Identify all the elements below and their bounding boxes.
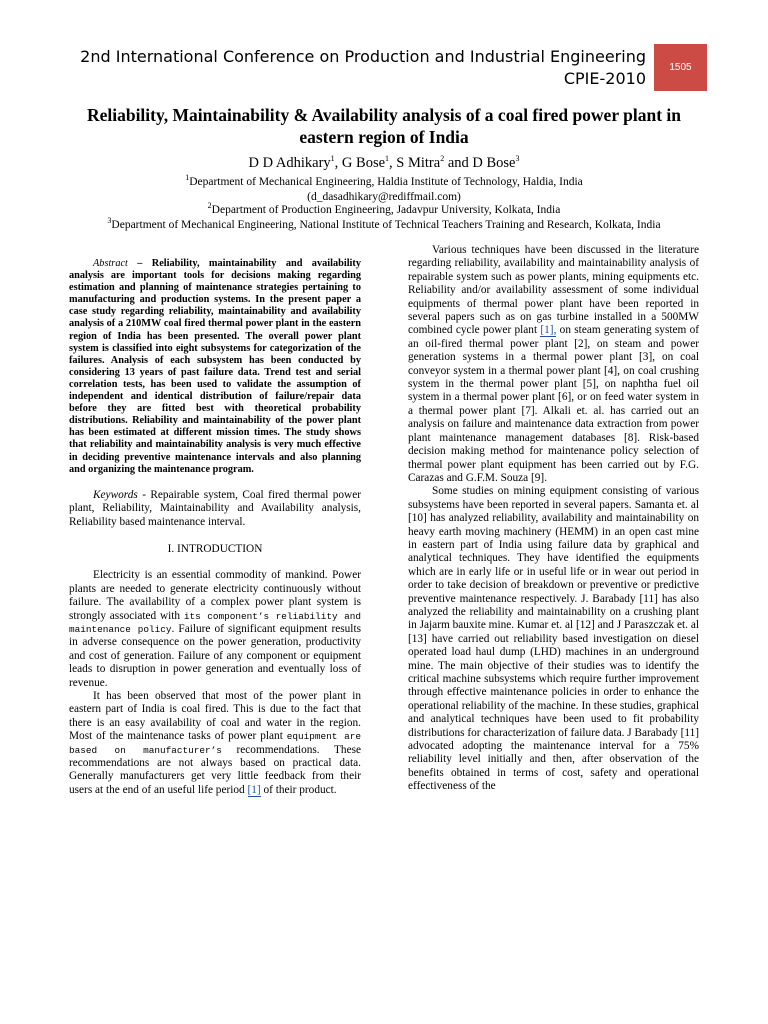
paragraph-text-mono: equipment are based on manufacturer’s: [69, 731, 362, 756]
abstract: [69, 258, 361, 476]
author-name: G Bose: [341, 155, 386, 171]
keywords: [69, 489, 361, 529]
author-separator: ,: [334, 155, 342, 171]
conference-code: CPIE-2010: [563, 69, 646, 88]
paragraph-text: It has been observed that most of the power plant in eastern part of India is coal fired. This is due to the fact that there is an easy availability of coal and water in the region. Most of the maintenance tasks of power plant: [69, 689, 361, 743]
author-name: S Mitra: [396, 155, 441, 171]
abstract-dash: –: [127, 258, 152, 269]
author-affiliation-marker: 3: [515, 154, 520, 164]
left-column: [69, 258, 361, 797]
affiliation-marker: 2: [207, 201, 212, 211]
paper-title: Reliability, Maintainability & Availability analysis of a coal fired power plant in eastern region of India: [86, 105, 682, 147]
author-affiliation-marker: 1: [330, 154, 335, 164]
paragraph-text: Various techniques have been discussed in the literature regarding reliability, availability and maintainability analysis of repairable system such as power plants, mining equipments etc. Reliability and/or availability assessment of some individual equipments of thermal power plant have been reported in several papers such as on gas turbine installed in a 500MW combined cycle power plant: [408, 244, 699, 337]
keywords-label: Keywords: [93, 488, 138, 501]
intro-paragraph-1: [69, 569, 361, 690]
author-name: D D Adhikary: [248, 155, 331, 171]
author-affiliation-marker: 2: [440, 154, 445, 164]
page-number: 1505: [669, 62, 692, 73]
affiliation-2: [40, 203, 728, 218]
email-text: (d_dasadhikary@rediffmail.com): [307, 191, 461, 203]
author-separator: ,: [389, 155, 397, 171]
author-list: [60, 153, 708, 173]
conference-name: 2nd International Conference on Production and Industrial Engineering: [80, 47, 646, 66]
affiliation-text: Department of Mechanical Engineering, Haldia Institute of Technology, Haldia, India: [189, 176, 583, 188]
abstract-text: Reliability, maintainability and availability analysis are important tools for decisions making regarding estimation and planning of maintenance strategies pertaining to manufacturing and production systems. In the present paper a case study regarding reliability, maintainability and availability analysis of a 210MW coal fired thermal power plant in the eastern region of India has been presented. The overall power plant system is classified into eight subsystems for categorization of the failures. Analysis of each subsystem has been conducted by considering 13 years of past failure data. Trend test and serial correlation tests, has been used to validate the assumption of independent and identical distribution of failure/repair data before they are fitted best with theoretical probability distributions. Reliability and maintainability of the power plant has been estimated at different mission times. The study shows that reliability and maintainability analysis is very much effective in deciding preventive maintenance intervals and also planning and organizing the maintenance program.: [69, 258, 361, 475]
affiliation-marker: 3: [107, 216, 112, 226]
affiliation-1: [40, 175, 728, 190]
page-number-badge: [654, 44, 707, 91]
intro-paragraph-2: [69, 690, 361, 797]
affiliation-marker: 1: [185, 173, 190, 183]
section-heading-introduction: I. INTRODUCTION: [167, 542, 263, 555]
affiliation-text: Department of Mechanical Engineering, National Institute of Technical Teachers Training and Research, Kolkata, India: [111, 219, 661, 231]
citation-link[interactable]: [1],: [540, 324, 557, 337]
author-name: D Bose: [472, 155, 516, 171]
author-separator: and: [444, 155, 473, 171]
author-affiliation-marker: 1: [385, 154, 390, 164]
literature-paragraph-1: [408, 244, 699, 485]
keywords-text: - Repairable system, Coal fired thermal power plant, Reliability, Maintainability and Availability analysis, Reliability based maintenance interval.: [69, 488, 361, 528]
right-column: [408, 244, 699, 794]
paragraph-text: on steam generating system of an oil-fired thermal power plant [2], on steam and power generation systems in a thermal power plant [3], on coal conveyor system in a thermal power plant [4], on coal crushing system in the thermal power plant [5], on naphtha fuel oil system in a thermal power plant [6], or on feed water system in a thermal power plant [7]. Alkali et. al. has carried out an analysis on failure and maintenance data extraction from power plant maintenance management databases [8]. Risk-based decision making method for maintenance policy selection of thermal power plant equipment has been carried out by F.G. Carazas and G.F.M. Souza [9].: [408, 324, 699, 484]
conference-header: [40, 46, 646, 90]
paragraph-text: of their product.: [260, 783, 337, 796]
affiliation-text: Department of Production Engineering, Jadavpur University, Kolkata, India: [211, 204, 561, 216]
citation-link[interactable]: [1]: [247, 783, 261, 796]
affiliation-3: [40, 218, 728, 233]
paragraph-text: Electricity is an essential commodity of mankind. Power plants are needed to generate electricity continuously without failure. The availability of a complex power plant system is strongly associated with: [69, 569, 361, 622]
abstract-label: Abstract: [93, 258, 128, 269]
paragraph-text-mono: its component’s reliability and maintenance policy: [69, 610, 362, 635]
literature-paragraph-2: Some studies on mining equipment consisting of various subsystems have been reported in several papers. Samanta et. al [10] has analyzed reliability, availability and maintainability on heavy earth moving machinery (HEMM) in an open cast mine in eastern part of India using failure data by graphical and analytical techniques. They have identified the equipments which are in early life or in useful life or in wear out period in order to take decision of breakdown or preventive or predictive preventive maintenance respectively. J. Barabady [11] has also analyzed the reliability and maintainability on a crushing plant in Jajarm bauxite mine. Kumar et. al [12] and J Paraszczak et. al [13] have carried out reliability based investigation on diesel operated load haul dump (LHD) machines in an underground mine. The main objective of their studies was to identify the critical machine subsystems which require further improvement through effective maintenance policies in order to enhance the operational reliability of the machine. In these studies, graphical and analytical techniques have been used to fit probability distributions for characterization of failure data. J Barabady [11] advocated adopting the maintenance interval for a 75% reliability level initially and then, after observation of the benefits obtained in terms of cost, safety and operational effectiveness of the: [408, 485, 699, 793]
paragraph-text: . Failure of significant equipment results in adverse consequence on the power generation, productivity and cost of generation. Failure of any component or equipment leads to disruption in power generation and eventually loss of revenue.: [69, 622, 361, 689]
paragraph-text: recommendations. These recommendations are not always based on practical data. Generally manufacturers get very little feedback from their users at the end of an useful life period: [69, 743, 361, 796]
